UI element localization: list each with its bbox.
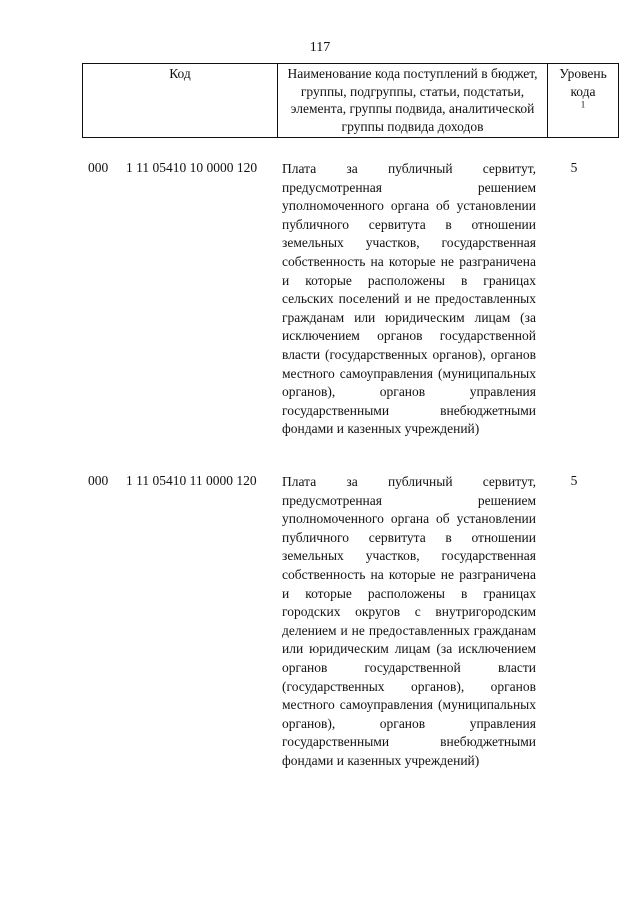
admin-code: 000 [88,160,109,175]
revenue-code: 1 11 05410 10 0000 120 [126,160,258,175]
header-name: Наименование кода поступлений в бюджет, группы, подгруппы, статьи, подстатьи, элемента, группы подвида, аналитической группы подвида доходов [278,64,548,138]
revenue-description: Плата за публичный сервитут, предусмотренная решением уполномоченного органа об установлении публичного сервитута в отношении земельных участков, государственная собственность на которые не разграничена и которые расположены в границах городских округов с внутригородским делением и не предоставленных гражданам или юридическим лицам (за исключением органов государственной власти (государственных органов), органов местного самоуправления (муниципальных органов), органов управления государственными внебюджетными фондами и казенных учреждений) [282,474,536,768]
table-header [82,63,619,138]
header-level-cell [548,64,619,138]
page-number: 117 [309,40,331,55]
footnote-marker: 1 [580,99,586,110]
code-level: 5 [570,473,578,488]
admin-code: 000 [88,473,109,488]
revenue-description: Плата за публичный сервитут, предусмотренная решением уполномоченного органа об установлении публичного сервитута в отношении земельных участков, государственная собственность на которые не разграничена и которые расположены в границах сельских поселений и не предоставленных гражданам или юридическим лицам (за исключением органов государственной власти (государственных органов), органов местного самоуправления (муниципальных органов), органов управления государственными внебюджетными фондами и казенных учреждений) [282,161,536,437]
code-level: 5 [570,160,578,175]
header-level: Уровень кода [559,66,607,99]
header-code: Код [83,64,278,138]
revenue-code: 1 11 05410 11 0000 120 [126,473,257,488]
header-row [83,64,619,138]
